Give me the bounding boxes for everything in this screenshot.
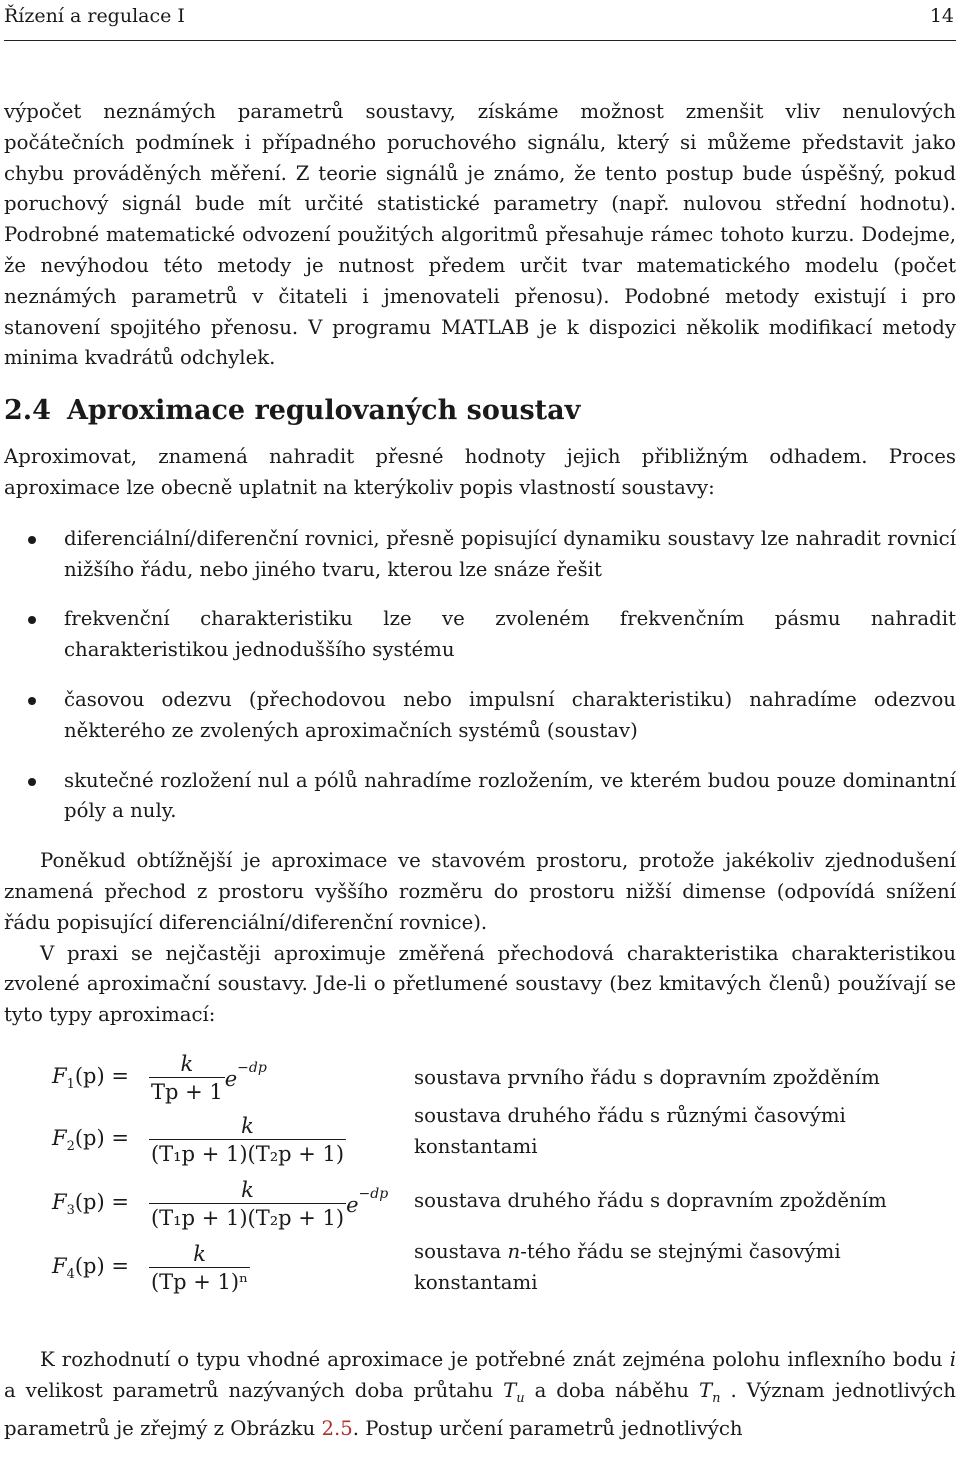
- formula-arg: (p) =: [74, 1064, 129, 1089]
- formula-index: 3: [66, 1203, 75, 1219]
- bullet-icon: [28, 616, 36, 624]
- exponential: [346, 1185, 389, 1217]
- text-run: . Význam jednotlivých parametrů je zřejmý z Obrázku: [4, 1378, 956, 1441]
- variable: T: [699, 1378, 713, 1402]
- formula-f2: [52, 1113, 346, 1168]
- formula-arg: (p) =: [74, 1126, 129, 1151]
- formula-index: 1: [66, 1077, 75, 1093]
- formula-arg: (p) =: [74, 1190, 129, 1215]
- variable: i: [949, 1347, 956, 1371]
- paragraph-4: [4, 1345, 956, 1445]
- exp-base: e: [346, 1192, 359, 1217]
- variable-subscript: n: [712, 1390, 721, 1406]
- bullet-icon: [28, 778, 36, 786]
- fraction: [149, 1177, 346, 1232]
- list-item: [4, 766, 956, 828]
- numerator: k: [180, 1051, 194, 1076]
- bullet-icon: [28, 536, 36, 544]
- list-item: [4, 685, 956, 747]
- section-number: 2.4: [4, 395, 51, 427]
- text-run: a velikost parametrů nazývaných doba průtahu: [4, 1378, 504, 1402]
- denominator: (T₁p + 1)(T₂p + 1): [149, 1139, 346, 1168]
- variable: T: [503, 1378, 517, 1402]
- section-heading: [4, 392, 956, 430]
- paragraph-1: výpočet neznámých parametrů soustavy, získáme možnost zmenšit vliv nenulových počátečních podmínek i případného poruchového signálu, který si můžeme představit jako chybu prováděných měření. Z teorie signálů je známo, že tento postup bude úspěšný, pokud poruchový signál bude mít určité statistické parametry (např. nulovou střední hodnotu). Podrobné matematické odvození použitých algoritmů přesahuje rámec tohoto kurzu. Dodejme, že nevýhodou této metody je nutnost předem určit tvar matematického modelu (počet neznámých parametrů v čitateli i jmenovateli přenosu). Podobné metody existují i pro stanovení spojitého přenosu. V programu MATLAB je k dispozici několik modifikací metody minima kvadrátů odchylek.: [4, 100, 956, 370]
- fraction: [149, 1051, 225, 1106]
- list-item-text: frekvenční charakteristiku lze ve zvoleném frekvenčním pásmu nahradit charakteristikou jednoduššího systému: [64, 607, 956, 662]
- formula-symbol: F: [52, 1064, 67, 1089]
- page-body: [4, 97, 956, 1445]
- numerator: k: [241, 1177, 254, 1202]
- paragraph-2: Poněkud obtížnější je aproximace ve stavovém prostoru, protože jakékoliv zjednodušení znamená přechod z prostoru vyššího rozměru do prostoru nižší dimense (odpovídá snížení řádu popisující diferenciální/diferenční rovnice).: [4, 849, 956, 934]
- numerator: k: [241, 1113, 254, 1138]
- paragraph-3: V praxi se nejčastěji aproximuje změřená přechodová charakteristika charakteristikou zvolené aproximační soustavy. Jde-li o přetlumené soustavy (bez kmitavých členů) používají se tyto typy aproximací:: [4, 941, 956, 1027]
- list-item-text: časovou odezvu (přechodovou nebo impulsní charakteristiku) nahradíme odezvou některého ze zvolených aproximačních systémů (soustav): [64, 687, 956, 742]
- desc-text: -tého řádu se stejnými časovými konstantami: [414, 1239, 841, 1294]
- exp-power: −dp: [358, 1185, 389, 1202]
- section-title: Aproximace regulovaných soustav: [66, 395, 581, 427]
- fraction: [149, 1113, 346, 1168]
- numerator: k: [193, 1241, 206, 1266]
- list-item: [4, 604, 956, 666]
- formula-f3: [52, 1177, 388, 1232]
- list-item-text: diferenciální/diferenční rovnici, přesně popisující dynamiku soustavy lze nahradit rovnicí nižšího řádu, nebo jiného tvaru, kterou lze snáze řešit: [64, 526, 956, 581]
- exp-power: −dp: [237, 1059, 267, 1076]
- formula-index: 2: [66, 1139, 75, 1155]
- formula-f1-description: soustava prvního řádu s dopravním zpožděním: [414, 1065, 880, 1089]
- fraction: [149, 1241, 250, 1296]
- formula-symbol: F: [52, 1190, 67, 1215]
- formula-arg: (p) =: [74, 1254, 129, 1279]
- exp-base: e: [224, 1066, 238, 1091]
- formula-f2-description: soustava druhého řádu s různými časovými konstantami: [414, 1103, 846, 1158]
- denominator: (Tp + 1)ⁿ: [149, 1267, 250, 1296]
- page-header: [4, 0, 956, 41]
- list-item-text: skutečné rozložení nul a pólů nahradíme rozložením, ve kterém budou pouze dominantní póly a nuly.: [64, 768, 956, 823]
- bullet-icon: [28, 697, 36, 705]
- text-run: . Postup určení parametrů jednotlivých: [352, 1417, 743, 1441]
- denominator: (T₁p + 1)(T₂p + 1): [149, 1203, 346, 1232]
- section-intro: Aproximovat, znamená nahradit přesné hodnoty jejich přibližným odhadem. Proces aproximace lze obecně uplatnit na kterýkoliv popis vlastností soustavy:: [4, 445, 956, 499]
- list-item: [4, 524, 956, 586]
- exponential: [224, 1059, 267, 1091]
- bullet-list: [4, 524, 956, 827]
- text-run: a doba náběhu: [524, 1378, 700, 1402]
- running-title: Řízení a regulace I: [4, 5, 185, 27]
- approximation-formulas: [4, 1051, 956, 1341]
- formula-index: 4: [66, 1267, 75, 1283]
- formula-f1: [52, 1051, 267, 1106]
- desc-variable: n: [507, 1239, 521, 1263]
- formula-symbol: F: [52, 1254, 67, 1279]
- formula-f3-description: soustava druhého řádu s dopravním zpožděním: [414, 1188, 887, 1212]
- formula-symbol: F: [52, 1126, 67, 1151]
- variable-subscript: u: [516, 1390, 525, 1406]
- desc-text: soustava: [414, 1239, 508, 1263]
- page-number: 14: [929, 5, 954, 27]
- formula-f4: [52, 1241, 250, 1296]
- figure-reference-link[interactable]: 2.5: [321, 1417, 353, 1441]
- text-run: K rozhodnutí o typu vhodné aproximace je potřebné znát zejména polohu inflexního bodu: [40, 1347, 950, 1371]
- denominator: Tp + 1: [149, 1077, 225, 1106]
- formula-f4-description: [414, 1237, 914, 1299]
